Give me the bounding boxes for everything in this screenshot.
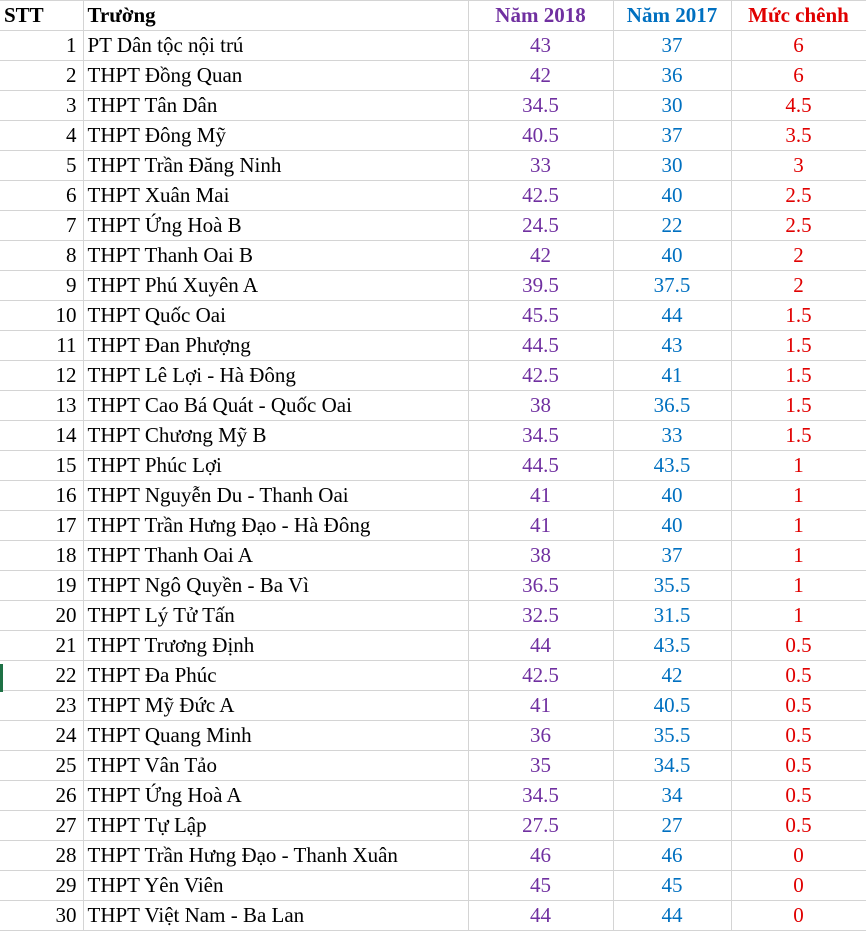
score-2017-cell[interactable]: 27 — [613, 811, 731, 841]
difference-cell[interactable]: 0.5 — [731, 721, 866, 751]
selected-row-marker — [0, 664, 3, 692]
stt-cell[interactable]: 30 — [0, 901, 83, 931]
score-2018-cell[interactable]: 42.5 — [468, 661, 613, 691]
score-2017-cell[interactable]: 35.5 — [613, 721, 731, 751]
table-row — [0, 151, 866, 181]
table-row — [0, 211, 866, 241]
score-2017-cell[interactable]: 46 — [613, 841, 731, 871]
difference-cell[interactable]: 1.5 — [731, 361, 866, 391]
stt-cell[interactable]: 17 — [0, 511, 83, 541]
score-2018-cell[interactable]: 35 — [468, 751, 613, 781]
difference-cell[interactable]: 1 — [731, 601, 866, 631]
score-2018-cell[interactable]: 46 — [468, 841, 613, 871]
school-name-cell[interactable]: THPT Phú Xuyên A — [83, 271, 468, 301]
stt-cell[interactable]: 27 — [0, 811, 83, 841]
difference-cell[interactable]: 2.5 — [731, 181, 866, 211]
school-name-cell[interactable]: THPT Vân Tảo — [83, 751, 468, 781]
school-name-cell[interactable]: THPT Trần Hưng Đạo - Thanh Xuân — [83, 841, 468, 871]
score-2017-cell[interactable]: 40 — [613, 181, 731, 211]
difference-cell[interactable]: 0.5 — [731, 781, 866, 811]
school-name-cell[interactable]: THPT Trương Định — [83, 631, 468, 661]
score-2018-cell[interactable]: 44 — [468, 901, 613, 931]
score-2018-cell[interactable]: 41 — [468, 511, 613, 541]
stt-cell[interactable]: 3 — [0, 91, 83, 121]
school-name-cell[interactable]: THPT Lê Lợi - Hà Đông — [83, 361, 468, 391]
stt-cell[interactable]: 8 — [0, 241, 83, 271]
stt-cell[interactable]: 23 — [0, 691, 83, 721]
table-body — [0, 31, 866, 931]
school-name-cell[interactable]: THPT Lý Tử Tấn — [83, 601, 468, 631]
stt-cell[interactable]: 15 — [0, 451, 83, 481]
school-name-cell[interactable]: THPT Chương Mỹ B — [83, 421, 468, 451]
stt-cell[interactable]: 13 — [0, 391, 83, 421]
school-name-cell[interactable]: THPT Tự Lập — [83, 811, 468, 841]
difference-cell[interactable]: 1.5 — [731, 301, 866, 331]
score-2017-cell[interactable]: 37 — [613, 541, 731, 571]
stt-cell[interactable]: 19 — [0, 571, 83, 601]
school-name-cell[interactable]: THPT Cao Bá Quát - Quốc Oai — [83, 391, 468, 421]
table-row — [0, 781, 866, 811]
score-2018-cell[interactable]: 41 — [468, 691, 613, 721]
table-row — [0, 421, 866, 451]
table-row — [0, 121, 866, 151]
stt-cell[interactable]: 1 — [0, 31, 83, 61]
school-name-cell[interactable]: PT Dân tộc nội trú — [83, 31, 468, 61]
table-row — [0, 331, 866, 361]
difference-cell[interactable]: 0.5 — [731, 661, 866, 691]
score-2017-cell[interactable]: 40 — [613, 511, 731, 541]
score-2018-cell[interactable]: 45 — [468, 871, 613, 901]
difference-cell[interactable]: 6 — [731, 31, 866, 61]
score-2017-cell[interactable]: 44 — [613, 901, 731, 931]
header-year-2017[interactable]: Năm 2017 — [613, 1, 731, 31]
table-row — [0, 361, 866, 391]
difference-cell[interactable]: 0 — [731, 841, 866, 871]
header-row — [0, 1, 866, 31]
stt-cell[interactable]: 22 — [0, 661, 83, 691]
score-2017-cell[interactable]: 22 — [613, 211, 731, 241]
difference-cell[interactable]: 4.5 — [731, 91, 866, 121]
stt-cell[interactable]: 4 — [0, 121, 83, 151]
stt-cell[interactable]: 14 — [0, 421, 83, 451]
table-row — [0, 31, 866, 61]
school-name-cell[interactable]: THPT Xuân Mai — [83, 181, 468, 211]
stt-cell[interactable]: 26 — [0, 781, 83, 811]
stt-cell[interactable]: 12 — [0, 361, 83, 391]
score-2018-cell[interactable]: 42 — [468, 61, 613, 91]
header-stt[interactable]: STT — [0, 1, 83, 31]
score-2017-cell[interactable]: 37 — [613, 121, 731, 151]
score-2018-cell[interactable]: 42.5 — [468, 181, 613, 211]
stt-cell[interactable]: 5 — [0, 151, 83, 181]
score-2017-cell[interactable]: 40.5 — [613, 691, 731, 721]
school-name-cell[interactable]: THPT Việt Nam - Ba Lan — [83, 901, 468, 931]
stt-cell[interactable]: 18 — [0, 541, 83, 571]
difference-cell[interactable]: 2.5 — [731, 211, 866, 241]
school-name-cell[interactable]: THPT Quang Minh — [83, 721, 468, 751]
school-name-cell[interactable]: THPT Yên Viên — [83, 871, 468, 901]
school-name-cell[interactable]: THPT Đồng Quan — [83, 61, 468, 91]
table-row — [0, 481, 866, 511]
score-2018-cell[interactable]: 44.5 — [468, 331, 613, 361]
score-2017-cell[interactable]: 44 — [613, 301, 731, 331]
score-2017-cell[interactable]: 35.5 — [613, 571, 731, 601]
stt-cell[interactable]: 28 — [0, 841, 83, 871]
score-2018-cell[interactable]: 34.5 — [468, 421, 613, 451]
score-2018-cell[interactable]: 34.5 — [468, 781, 613, 811]
school-name-cell[interactable]: THPT Tân Dân — [83, 91, 468, 121]
school-name-cell[interactable]: THPT Trần Hưng Đạo - Hà Đông — [83, 511, 468, 541]
difference-cell[interactable]: 0 — [731, 871, 866, 901]
stt-cell[interactable]: 6 — [0, 181, 83, 211]
school-name-cell[interactable]: THPT Quốc Oai — [83, 301, 468, 331]
difference-cell[interactable]: 1 — [731, 451, 866, 481]
school-name-cell[interactable]: THPT Đan Phượng — [83, 331, 468, 361]
score-2018-cell[interactable]: 42 — [468, 241, 613, 271]
score-2018-cell[interactable]: 27.5 — [468, 811, 613, 841]
score-2018-cell[interactable]: 34.5 — [468, 91, 613, 121]
school-name-cell[interactable]: THPT Mỹ Đức A — [83, 691, 468, 721]
school-name-cell[interactable]: THPT Ứng Hoà B — [83, 211, 468, 241]
stt-cell[interactable]: 20 — [0, 601, 83, 631]
score-2018-cell[interactable]: 44.5 — [468, 451, 613, 481]
table-row — [0, 631, 866, 661]
score-2018-cell[interactable]: 40.5 — [468, 121, 613, 151]
difference-cell[interactable]: 0.5 — [731, 631, 866, 661]
difference-cell[interactable]: 1 — [731, 571, 866, 601]
score-2018-cell[interactable]: 42.5 — [468, 361, 613, 391]
table-row — [0, 391, 866, 421]
score-2017-cell[interactable]: 37.5 — [613, 271, 731, 301]
score-2018-cell[interactable]: 32.5 — [468, 601, 613, 631]
table-row — [0, 511, 866, 541]
score-2017-cell[interactable]: 34 — [613, 781, 731, 811]
table-row — [0, 901, 866, 931]
difference-cell[interactable]: 6 — [731, 61, 866, 91]
table-row — [0, 691, 866, 721]
score-2018-cell[interactable]: 38 — [468, 541, 613, 571]
score-2018-cell[interactable]: 33 — [468, 151, 613, 181]
difference-cell[interactable]: 1 — [731, 511, 866, 541]
school-name-cell[interactable]: THPT Đa Phúc — [83, 661, 468, 691]
table-row — [0, 841, 866, 871]
difference-cell[interactable]: 1 — [731, 541, 866, 571]
score-2017-cell[interactable]: 34.5 — [613, 751, 731, 781]
score-2018-cell[interactable]: 24.5 — [468, 211, 613, 241]
difference-cell[interactable]: 0.5 — [731, 751, 866, 781]
difference-cell[interactable]: 1 — [731, 481, 866, 511]
stt-cell[interactable]: 24 — [0, 721, 83, 751]
score-2017-cell[interactable]: 30 — [613, 151, 731, 181]
score-2018-cell[interactable]: 43 — [468, 31, 613, 61]
score-2017-cell[interactable]: 42 — [613, 661, 731, 691]
table-header — [0, 1, 866, 31]
score-2018-cell[interactable]: 39.5 — [468, 271, 613, 301]
score-2017-cell[interactable]: 43.5 — [613, 451, 731, 481]
score-2017-cell[interactable]: 31.5 — [613, 601, 731, 631]
stt-cell[interactable]: 10 — [0, 301, 83, 331]
table-row — [0, 181, 866, 211]
stt-cell[interactable]: 29 — [0, 871, 83, 901]
header-difference[interactable]: Mức chênh — [731, 1, 866, 31]
school-name-cell[interactable]: THPT Thanh Oai B — [83, 241, 468, 271]
table-row — [0, 661, 866, 691]
school-name-cell[interactable]: THPT Phúc Lợi — [83, 451, 468, 481]
table-row — [0, 241, 866, 271]
stt-cell[interactable]: 9 — [0, 271, 83, 301]
school-name-cell[interactable]: THPT Trần Đăng Ninh — [83, 151, 468, 181]
score-2018-cell[interactable]: 36.5 — [468, 571, 613, 601]
score-2018-cell[interactable]: 45.5 — [468, 301, 613, 331]
score-2017-cell[interactable]: 43.5 — [613, 631, 731, 661]
table-row — [0, 751, 866, 781]
score-2017-cell[interactable]: 41 — [613, 361, 731, 391]
score-2017-cell[interactable]: 36 — [613, 61, 731, 91]
score-2017-cell[interactable]: 43 — [613, 331, 731, 361]
stt-cell[interactable]: 11 — [0, 331, 83, 361]
header-school[interactable]: Trường — [83, 1, 468, 31]
score-2017-cell[interactable]: 30 — [613, 91, 731, 121]
difference-cell[interactable]: 1.5 — [731, 331, 866, 361]
school-name-cell[interactable]: THPT Nguyễn Du - Thanh Oai — [83, 481, 468, 511]
score-2018-cell[interactable]: 41 — [468, 481, 613, 511]
table-row — [0, 451, 866, 481]
difference-cell[interactable]: 1.5 — [731, 391, 866, 421]
score-2017-cell[interactable]: 45 — [613, 871, 731, 901]
table-row — [0, 571, 866, 601]
stt-cell[interactable]: 21 — [0, 631, 83, 661]
score-2017-cell[interactable]: 40 — [613, 481, 731, 511]
difference-cell[interactable]: 2 — [731, 241, 866, 271]
table-row — [0, 271, 866, 301]
school-name-cell[interactable]: THPT Ngô Quyền - Ba Vì — [83, 571, 468, 601]
table-row — [0, 721, 866, 751]
school-name-cell[interactable]: THPT Thanh Oai A — [83, 541, 468, 571]
score-2017-cell[interactable]: 33 — [613, 421, 731, 451]
difference-cell[interactable]: 3 — [731, 151, 866, 181]
score-2017-cell[interactable]: 37 — [613, 31, 731, 61]
stt-cell[interactable]: 16 — [0, 481, 83, 511]
difference-cell[interactable]: 0.5 — [731, 691, 866, 721]
score-2017-cell[interactable]: 40 — [613, 241, 731, 271]
table-row — [0, 61, 866, 91]
difference-cell[interactable]: 1.5 — [731, 421, 866, 451]
difference-cell[interactable]: 0 — [731, 901, 866, 931]
score-2017-cell[interactable]: 36.5 — [613, 391, 731, 421]
difference-cell[interactable]: 0.5 — [731, 811, 866, 841]
score-2018-cell[interactable]: 44 — [468, 631, 613, 661]
difference-cell[interactable]: 3.5 — [731, 121, 866, 151]
table-row — [0, 811, 866, 841]
table-row — [0, 91, 866, 121]
table-row — [0, 871, 866, 901]
school-name-cell[interactable]: THPT Đông Mỹ — [83, 121, 468, 151]
header-year-2018[interactable]: Năm 2018 — [468, 1, 613, 31]
table-row — [0, 601, 866, 631]
score-2018-cell[interactable]: 36 — [468, 721, 613, 751]
table-row — [0, 301, 866, 331]
score-2018-cell[interactable]: 38 — [468, 391, 613, 421]
school-name-cell[interactable]: THPT Ứng Hoà A — [83, 781, 468, 811]
table-row — [0, 541, 866, 571]
difference-cell[interactable]: 2 — [731, 271, 866, 301]
stt-cell[interactable]: 7 — [0, 211, 83, 241]
stt-cell[interactable]: 25 — [0, 751, 83, 781]
stt-cell[interactable]: 2 — [0, 61, 83, 91]
